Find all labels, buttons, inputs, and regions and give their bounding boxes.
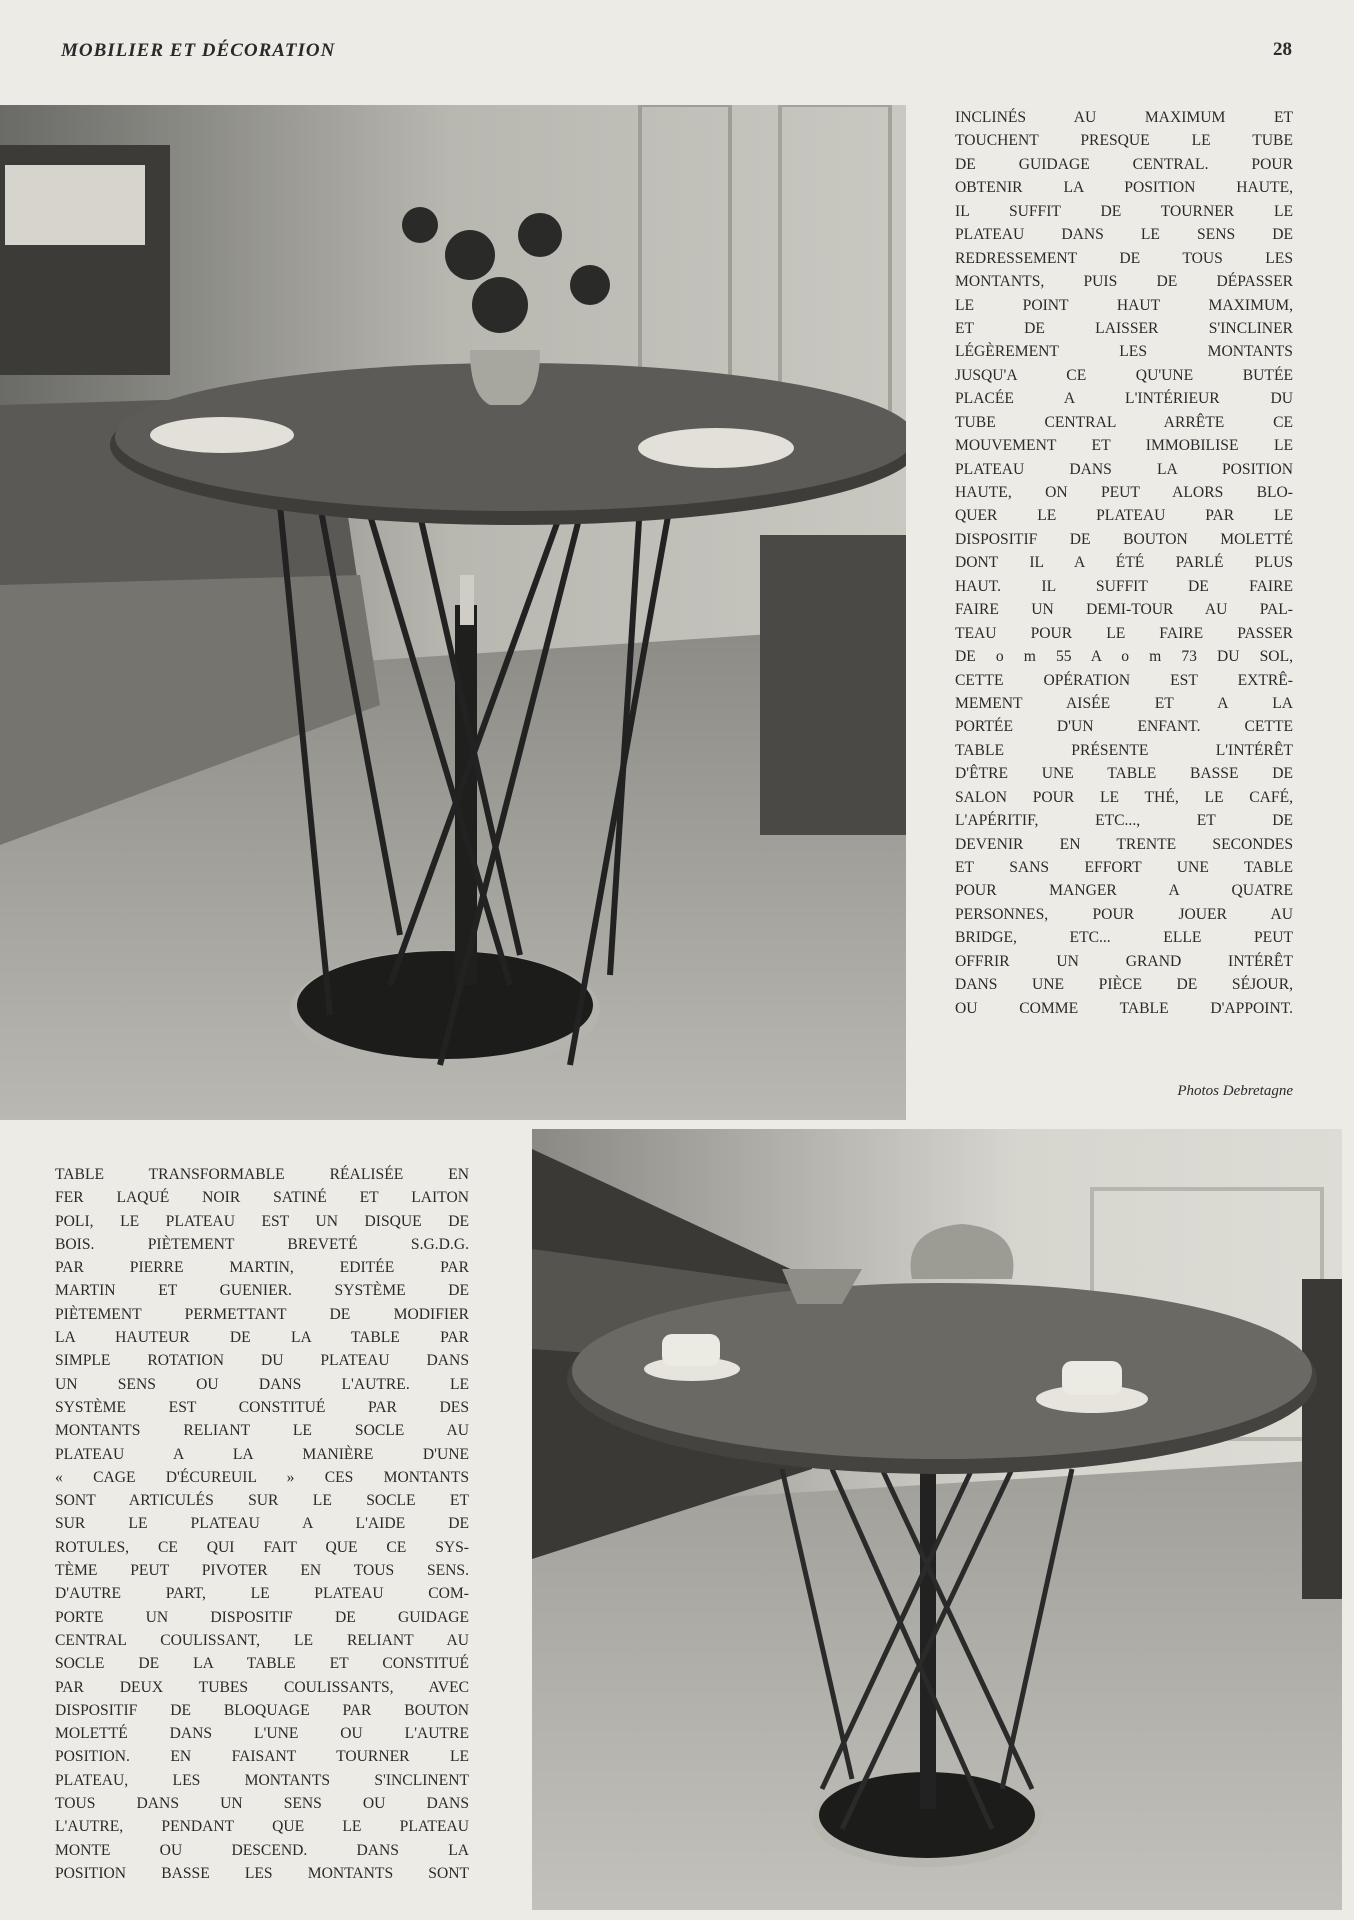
text-line: MONTE OU DESCEND. DANS LA bbox=[55, 1841, 469, 1859]
text-line: L'AUTRE, PENDANT QUE LE PLATEAU bbox=[55, 1818, 469, 1836]
text-line: DE GUIDAGE CENTRAL. POUR bbox=[955, 155, 1293, 173]
text-line: SONT ARTICULÉS SUR LE SOCLE ET bbox=[55, 1492, 469, 1510]
text-line: PLATEAU DANS LE SENS DE bbox=[955, 226, 1293, 244]
article-text-left-column bbox=[55, 1163, 469, 1885]
text-line: DISPOSITIF DE BLOQUAGE PAR BOUTON bbox=[55, 1701, 469, 1719]
text-line: SALON POUR LE THÉ, LE CAFÉ, bbox=[955, 788, 1293, 806]
text-line: « CAGE D'ÉCUREUIL » CES MONTANTS bbox=[55, 1468, 469, 1486]
text-line: FAIRE UN DEMI-TOUR AU PAL- bbox=[955, 601, 1293, 619]
text-line: UN SENS OU DANS L'AUTRE. LE bbox=[55, 1375, 469, 1393]
text-line: L'APÉRITIF, ETC..., ET DE bbox=[955, 812, 1293, 830]
text-line: QUER LE PLATEAU PAR LE bbox=[955, 507, 1293, 525]
text-line: POUR MANGER A QUATRE bbox=[955, 882, 1293, 900]
text-line: TOUCHENT PRESQUE LE TUBE bbox=[955, 132, 1293, 150]
text-line: PORTE UN DISPOSITIF DE GUIDAGE bbox=[55, 1608, 469, 1626]
text-line: ET DE LAISSER S'INCLINER bbox=[955, 319, 1293, 337]
text-line: ET SANS EFFORT UNE TABLE bbox=[955, 859, 1293, 876]
text-line: BOIS. PIÈTEMENT BREVETÉ S.G.D.G. bbox=[55, 1235, 469, 1253]
text-line: PERSONNES, POUR JOUER AU bbox=[955, 905, 1293, 923]
text-line: LÉGÈREMENT LES MONTANTS bbox=[955, 343, 1293, 361]
text-line: DEVENIR EN TRENTE SECONDES bbox=[955, 835, 1293, 853]
text-line: DANS UNE PIÈCE DE SÉJOUR, bbox=[955, 976, 1293, 994]
text-line: MOUVEMENT ET IMMOBILISE LE bbox=[955, 437, 1293, 455]
text-line: CETTE OPÉRATION EST EXTRÊ- bbox=[955, 671, 1293, 689]
text-line: OFFRIR UN GRAND INTÉRÊT bbox=[955, 952, 1293, 970]
text-line: MEMENT AISÉE ET A LA bbox=[955, 694, 1293, 712]
text-line: TUBE CENTRAL ARRÊTE CE bbox=[955, 413, 1293, 431]
text-line: MONTANTS RELIANT LE SOCLE AU bbox=[55, 1422, 469, 1440]
text-line: PLATEAU, LES MONTANTS S'INCLINENT bbox=[55, 1771, 469, 1789]
text-line: PIÈTEMENT PERMETTANT DE MODIFIER bbox=[55, 1305, 469, 1323]
text-line: INCLINÉS AU MAXIMUM ET bbox=[955, 109, 1293, 126]
text-line: HAUT. IL SUFFIT DE FAIRE bbox=[955, 577, 1293, 595]
photo-credit: Photos Debretagne bbox=[1177, 1083, 1293, 1099]
text-line: PLATEAU DANS LA POSITION bbox=[955, 460, 1293, 478]
text-line: JUSQU'A CE QU'UNE BUTÉE bbox=[955, 366, 1293, 384]
text-line: SYSTÈME EST CONSTITUÉ PAR DES bbox=[55, 1398, 469, 1416]
text-line: LA HAUTEUR DE LA TABLE PAR bbox=[55, 1329, 469, 1347]
text-line: PLACÉE A L'INTÉRIEUR DU bbox=[955, 390, 1293, 408]
text-line: POSITION BASSE LES MONTANTS SONT bbox=[55, 1864, 469, 1882]
text-line: TABLE TRANSFORMABLE RÉALISÉE EN bbox=[55, 1166, 469, 1183]
text-line: IL SUFFIT DE TOURNER LE bbox=[955, 202, 1293, 220]
text-line: ROTULES, CE QUI FAIT QUE CE SYS- bbox=[55, 1538, 469, 1556]
text-line: DONT IL A ÉTÉ PARLÉ PLUS bbox=[955, 554, 1293, 572]
text-line: SUR LE PLATEAU A L'AIDE DE bbox=[55, 1515, 469, 1533]
text-line: TEAU POUR LE FAIRE PASSER bbox=[955, 624, 1293, 642]
text-line: MONTANTS, PUIS DE DÉPASSER bbox=[955, 273, 1293, 291]
photo-table-high-position bbox=[0, 105, 906, 1120]
text-line: OU COMME TABLE D'APPOINT. bbox=[955, 999, 1293, 1017]
page-number: 28 bbox=[1273, 39, 1292, 60]
text-line: MARTIN ET GUENIER. SYSTÈME DE bbox=[55, 1282, 469, 1300]
text-line: CENTRAL COULISSANT, LE RELIANT AU bbox=[55, 1631, 469, 1649]
text-line: PORTÉE D'UN ENFANT. CETTE bbox=[955, 718, 1293, 736]
text-line: LE POINT HAUT MAXIMUM, bbox=[955, 296, 1293, 314]
text-line: DISPOSITIF DE BOUTON MOLETTÉ bbox=[955, 530, 1293, 548]
article-text-right-column bbox=[955, 106, 1293, 1020]
text-line: HAUTE, ON PEUT ALORS BLO- bbox=[955, 484, 1293, 501]
text-line: D'AUTRE PART, LE PLATEAU COM- bbox=[55, 1585, 469, 1603]
text-line: PLATEAU A LA MANIÈRE D'UNE bbox=[55, 1445, 469, 1463]
photo-table-low-position bbox=[532, 1129, 1342, 1910]
text-line: SIMPLE ROTATION DU PLATEAU DANS bbox=[55, 1352, 469, 1370]
text-line: MOLETTÉ DANS L'UNE OU L'AUTRE bbox=[55, 1725, 469, 1743]
text-line: BRIDGE, ETC... ELLE PEUT bbox=[955, 929, 1293, 947]
text-line: PAR PIERRE MARTIN, EDITÉE PAR bbox=[55, 1259, 469, 1277]
text-line: OBTENIR LA POSITION HAUTE, bbox=[955, 179, 1293, 197]
text-line: FER LAQUÉ NOIR SATINÉ ET LAITON bbox=[55, 1189, 469, 1207]
text-line: POSITION. EN FAISANT TOURNER LE bbox=[55, 1748, 469, 1766]
text-line: TABLE PRÉSENTE L'INTÉRÊT bbox=[955, 741, 1293, 759]
text-line: DE o m 55 A o m 73 DU SOL, bbox=[955, 648, 1293, 666]
text-line: REDRESSEMENT DE TOUS LES bbox=[955, 249, 1293, 267]
text-line: TÈME PEUT PIVOTER EN TOUS SENS. bbox=[55, 1562, 469, 1580]
text-line: SOCLE DE LA TABLE ET CONSTITUÉ bbox=[55, 1655, 469, 1673]
text-line: TOUS DANS UN SENS OU DANS bbox=[55, 1795, 469, 1813]
text-line: PAR DEUX TUBES COULISSANTS, AVEC bbox=[55, 1678, 469, 1696]
text-line: POLI, LE PLATEAU EST UN DISQUE DE bbox=[55, 1212, 469, 1230]
text-line: D'ÊTRE UNE TABLE BASSE DE bbox=[955, 765, 1293, 783]
running-header: MOBILIER ET DÉCORATION bbox=[61, 40, 336, 61]
